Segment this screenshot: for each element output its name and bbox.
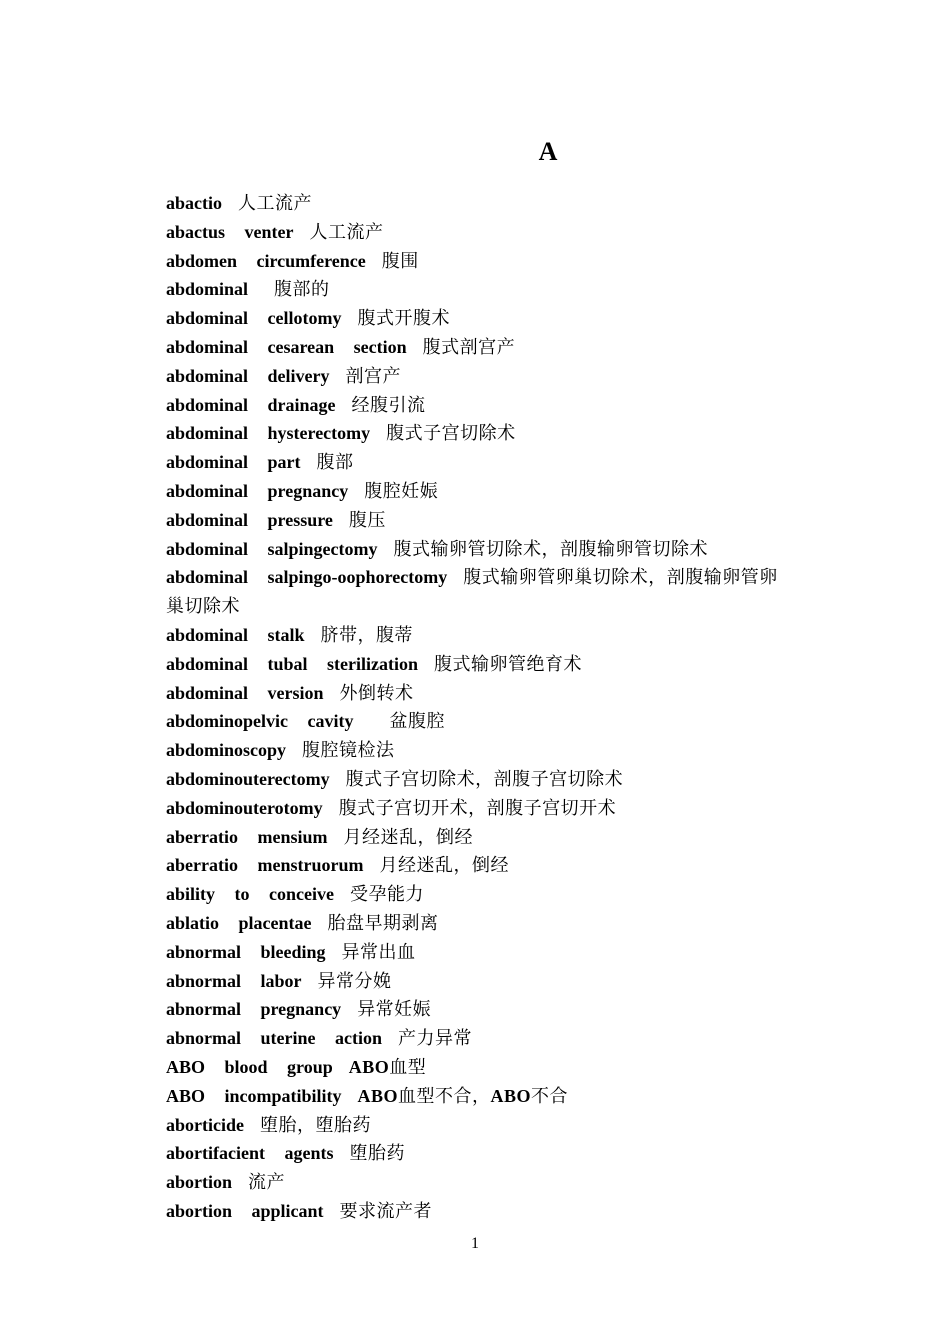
entry-term: aberratio menstruorum bbox=[166, 855, 364, 876]
glossary-entry bbox=[166, 419, 791, 448]
entry-term: abdominal bbox=[166, 279, 249, 300]
glossary-entry bbox=[166, 736, 791, 765]
page-number: 1 bbox=[471, 1235, 479, 1252]
entry-definition bbox=[349, 1057, 427, 1077]
entry-term: abdominal salpingectomy bbox=[166, 538, 378, 559]
section-letter-heading: A bbox=[538, 137, 558, 166]
entry-definition: 脐带，腹蒂 bbox=[320, 624, 414, 645]
glossary-entry bbox=[166, 967, 791, 996]
entry-definition-part: ABO bbox=[348, 1056, 390, 1077]
glossary-entry bbox=[166, 909, 791, 938]
glossary-entry bbox=[166, 679, 791, 708]
entry-term: abdominal version bbox=[166, 682, 324, 703]
entry-term: ABO incompatibility bbox=[166, 1085, 342, 1106]
entry-definition: 腹部的 bbox=[274, 279, 330, 300]
entry-term: abdominal delivery bbox=[166, 365, 330, 386]
entry-definition: 堕胎，堕胎药 bbox=[260, 1114, 371, 1135]
glossary-entry bbox=[166, 621, 791, 650]
entry-definition bbox=[358, 1086, 569, 1106]
glossary-entry bbox=[166, 880, 791, 909]
entry-definition: 人工流产 bbox=[238, 193, 312, 213]
entry-definition: 腹围 bbox=[381, 250, 419, 271]
entry-definition-part: 血型 bbox=[389, 1056, 427, 1077]
entry-definition: 堕胎药 bbox=[349, 1143, 405, 1164]
entry-term: abactus venter bbox=[166, 221, 294, 242]
glossary-entry bbox=[166, 247, 791, 276]
glossary-entry bbox=[166, 333, 791, 362]
entry-definition: 剖宫产 bbox=[345, 365, 402, 386]
entry-definition: 腹式输卵管切除术，剖腹输卵管切除术 bbox=[393, 538, 709, 559]
glossary-entry bbox=[166, 304, 791, 333]
glossary-entry bbox=[166, 650, 791, 679]
entry-definition-part: ABO bbox=[357, 1085, 399, 1106]
glossary-entry bbox=[166, 275, 791, 304]
entry-definition: 外倒转术 bbox=[339, 682, 414, 703]
glossary-entry bbox=[166, 477, 791, 506]
entry-definition: 腹式剖宫产 bbox=[422, 336, 516, 357]
entry-term: abdominal pressure bbox=[166, 509, 333, 530]
entry-term: abdomen circumference bbox=[166, 250, 366, 271]
entry-definition: 要求流产者 bbox=[339, 1200, 433, 1221]
entry-term: abdominoscopy bbox=[166, 740, 287, 761]
entry-term: abortifacient agents bbox=[166, 1143, 334, 1164]
entry-term: abdominouterotomy bbox=[166, 797, 323, 818]
entry-definition: 异常妊娠 bbox=[357, 999, 432, 1020]
entry-term: abortion bbox=[166, 1172, 233, 1193]
entry-definition: 盆腹腔 bbox=[389, 711, 446, 732]
glossary-entry bbox=[166, 448, 791, 477]
glossary-entry bbox=[166, 1053, 791, 1082]
glossary-entry bbox=[166, 1082, 791, 1111]
entry-term: abnormal uterine action bbox=[166, 1028, 382, 1049]
entry-term: abdominopelvic cavity bbox=[166, 711, 354, 732]
glossary-entry bbox=[166, 823, 791, 852]
entry-term: abdominal pregnancy bbox=[166, 480, 349, 501]
entry-definition: 腹式开腹术 bbox=[357, 308, 450, 329]
entry-definition: 腹式输卵管绝育术 bbox=[434, 653, 583, 674]
glossary-entry bbox=[166, 563, 791, 621]
entry-definition: 腹腔镜检法 bbox=[302, 740, 395, 761]
entry-term: ability to conceive bbox=[166, 884, 334, 905]
glossary-entry bbox=[166, 391, 791, 420]
entry-definition: 月经迷乱，倒经 bbox=[343, 826, 473, 847]
entry-term: abnormal bleeding bbox=[166, 941, 326, 962]
entry-definition-part: 不合 bbox=[531, 1085, 569, 1106]
entry-definition: 胎盘早期剥离 bbox=[327, 912, 439, 933]
entry-definition: 月经迷乱，倒经 bbox=[379, 855, 509, 876]
entry-term: abdominal cesarean section bbox=[166, 336, 407, 357]
entry-definition: 腹腔妊娠 bbox=[364, 480, 439, 501]
entry-term: ABO blood group bbox=[166, 1056, 333, 1077]
glossary-entry bbox=[166, 218, 791, 247]
glossary-entry bbox=[166, 765, 791, 794]
entry-term: abortion applicant bbox=[166, 1200, 324, 1221]
glossary-entry bbox=[166, 794, 791, 823]
entry-term: abnormal pregnancy bbox=[166, 999, 342, 1020]
glossary-entry bbox=[166, 851, 791, 880]
entry-definition: 腹式子宫切开术，剖腹子宫切开术 bbox=[338, 797, 617, 818]
glossary-entry bbox=[166, 707, 791, 736]
entry-definition: 腹式输卵管卵巢切除术，剖腹输卵管卵巢切除术 bbox=[166, 567, 778, 617]
entry-definition: 人工流产 bbox=[309, 221, 384, 242]
entry-term: abnormal labor bbox=[166, 970, 302, 991]
entry-term: abdominal tubal sterilization bbox=[166, 653, 419, 674]
entry-term: abdominal stalk bbox=[166, 624, 305, 645]
entry-definition: 产力异常 bbox=[398, 1028, 472, 1049]
entry-definition-part: 血型不合， bbox=[398, 1085, 491, 1106]
entry-definition: 经腹引流 bbox=[351, 394, 426, 415]
entry-definition: 异常出血 bbox=[341, 941, 416, 962]
entry-definition: 腹式子宫切除术 bbox=[386, 423, 516, 444]
entry-definition: 受孕能力 bbox=[349, 884, 424, 905]
entry-term: abdominouterectomy bbox=[166, 768, 330, 789]
entry-term: aberratio mensium bbox=[166, 826, 328, 847]
glossary-entry bbox=[166, 1139, 791, 1168]
glossary-entry bbox=[166, 1024, 791, 1053]
entry-definition: 腹部 bbox=[316, 452, 354, 473]
entry-definition: 异常分娩 bbox=[317, 970, 392, 991]
entry-term: abdominal hysterectomy bbox=[166, 423, 371, 444]
entry-term: abdominal cellotomy bbox=[166, 308, 342, 329]
entry-definition: 腹式子宫切除术，剖腹子宫切除术 bbox=[345, 768, 624, 789]
glossary-entry bbox=[166, 1197, 791, 1226]
entry-definition: 腹压 bbox=[348, 509, 386, 530]
entry-definition: 流产 bbox=[248, 1172, 286, 1193]
entry-definition-part: ABO bbox=[490, 1085, 532, 1106]
entry-term: abdominal part bbox=[166, 452, 301, 473]
glossary-entry bbox=[166, 1111, 791, 1140]
entry-term: abdominal salpingo-oophorectomy bbox=[166, 567, 448, 588]
glossary-entry bbox=[166, 995, 791, 1024]
glossary-entry bbox=[166, 535, 791, 564]
glossary-entry bbox=[166, 189, 791, 218]
glossary-entry-list bbox=[166, 189, 791, 1226]
glossary-entry bbox=[166, 506, 791, 535]
entry-term: abactio bbox=[166, 193, 222, 213]
entry-term: aborticide bbox=[166, 1114, 244, 1135]
glossary-entry bbox=[166, 362, 791, 391]
glossary-entry bbox=[166, 938, 791, 967]
entry-term: ablatio placentae bbox=[166, 912, 312, 933]
glossary-entry bbox=[166, 1168, 791, 1197]
entry-term: abdominal drainage bbox=[166, 394, 336, 415]
